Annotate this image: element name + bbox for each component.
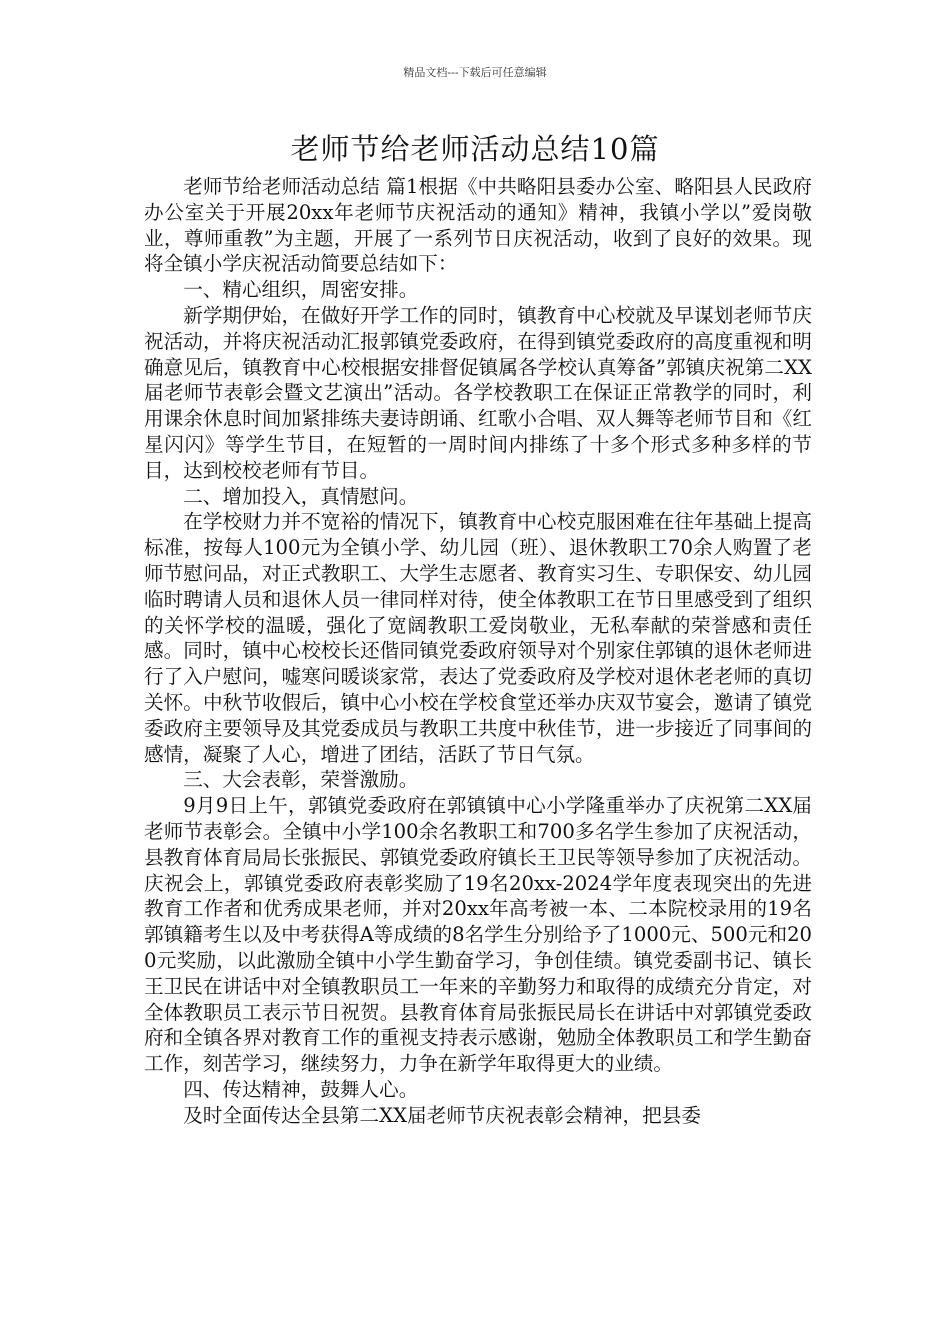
paragraph-section-3: 9月9日上午，郭镇党委政府在郭镇镇中心小学隆重举办了庆祝第二XX届老师节表彰会。全镇中小学100余名教职工和700多名学生参加了庆祝活动，县教育体育局局长张振民、郭镇党委政府镇长王卫民等领导参加了庆祝活动。庆祝会上，郭镇党委政府表彰奖励了19名20xx-2024学年度表现突出的先进教育工作者和优秀成果老师，并对20xx年高考被一本、二本院校录用的19名郭镇籍考生以及中考获得A等成绩的8名学生分别给予了1000元、500元和200元奖励，以此激励全镇中小学生勤奋学习，争创佳绩。镇党委副书记、镇长王卫民在讲话中对全镇教职员工一年来的辛勤努力和取得的成绩充分肯定，对全体教职员工表示节日祝贺。县教育体育局张振民局长在讲话中对郭镇党委政府和全镇各界对教育工作的重视支持表示感谢，勉励全体教职员工和学生勤奋工作，刻苦学习，继续努力，力争在新学年取得更大的业绩。: [144, 794, 812, 1076]
paragraph-section-1: 新学期伊始，在做好开学工作的同时，镇教育中心校就及早谋划老师节庆祝活动，并将庆祝活动汇报郭镇党委政府，在得到镇党委政府的高度重视和明确意见后，镇教育中心校根据安排督促镇属各学校认真筹备”郭镇庆祝第二XX届老师节表彰会暨文艺演出”活动。各学校教职工在保证正常教学的同时，利用课余休息时间加紧排练夫妻诗朗诵、红歌小合唱、双人舞等老师节目和《红星闪闪》等学生节目，在短暂的一周时间内排练了十多个形式多种多样的节目，达到校校老师有节目。: [144, 303, 812, 482]
page-header: 精品文档---下载后可任意编辑: [403, 66, 547, 79]
document-body: [144, 174, 812, 1128]
section-heading-3: 三、大会表彰，荣誉激励。: [183, 768, 419, 792]
paragraph-intro: 老师节给老师活动总结 篇1根据《中共略阳县委办公室、略阳县人民政府办公室关于开展20xx年老师节庆祝活动的通知》精神，我镇小学以”爱岗敬业，尊师重教”为主题，开展了一系列节日庆祝活动，收到了良好的效果。现将全镇小学庆祝活动简要总结如下：: [144, 175, 812, 276]
section-heading-1: 一、精心组织，周密安排。: [183, 278, 419, 302]
section-heading-4: 四、传达精神，鼓舞人心。: [183, 1077, 419, 1101]
paragraph-section-2: 在学校财力并不宽裕的情况下，镇教育中心校克服困难在往年基础上提高标准，按每人100元为全镇小学、幼儿园（班）、退休教职工70余人购置了老师节慰问品，对正式教职工、大学生志愿者、教育实习生、专职保安、幼儿园临时聘请人员和退休人员一律同样对待，使全体教职工在节日里感受到了组织的关怀学校的温暖，强化了宽阔教职工爱岗敬业，无私奉献的荣誉感和责任感。同时，镇中心校校长还偕同镇党委政府领导对个别家住郭镇的退休老师进行了入户慰问，嘘寒问暖谈家常，表达了党委政府及学校对退休老老师的真切关怀。中秋节收假后，镇中心小校在学校食堂还举办庆双节宴会，邀请了镇党委政府主要领导及其党委成员与教职工共度中秋佳节，进一步接近了同事间的感情，凝聚了人心，增进了团结，活跃了节日气氛。: [144, 510, 812, 766]
paragraph-section-4: 及时全面传达全县第二XX届老师节庆祝表彰会精神，把县委: [183, 1103, 701, 1127]
document-title: 老师节给老师活动总结10篇: [290, 132, 660, 166]
section-heading-2: 二、增加投入，真情慰问。: [183, 484, 419, 508]
